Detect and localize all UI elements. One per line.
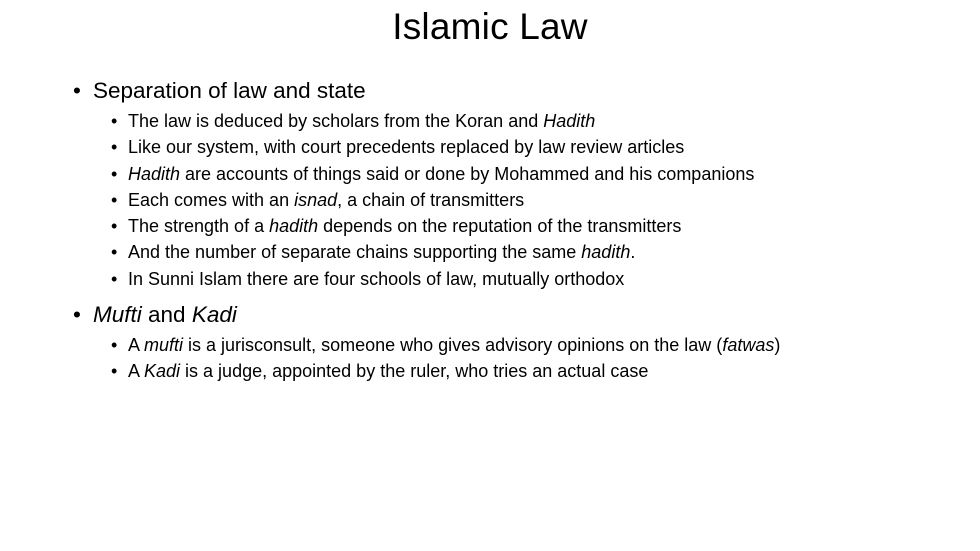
text: ) xyxy=(774,335,781,356)
text: The law is deduced by scholars from the Koran and xyxy=(128,111,544,131)
sub-bullet-strength-of-hadith xyxy=(109,213,972,239)
sub-bullet-mufti-definition xyxy=(109,332,972,358)
text: A xyxy=(128,361,145,382)
italic-term: hadith xyxy=(269,216,319,237)
text: , a chain of transmitters xyxy=(337,189,525,210)
italic-term: mufti xyxy=(144,335,184,356)
text: The strength of a xyxy=(128,216,270,237)
italic-term: hadith xyxy=(581,242,631,263)
text: A xyxy=(128,335,145,356)
text: And the number of separate chains supporting the same xyxy=(128,242,582,263)
sub-bullet-sunni-schools xyxy=(109,266,972,292)
sub-bullet-isnad xyxy=(109,187,972,213)
slide-body xyxy=(72,75,972,392)
bullet-mufti-and-kadi xyxy=(72,299,972,330)
sub-bullet-like-our-system xyxy=(109,134,972,160)
text: is a jurisconsult, someone who gives advisory opinions on the law ( xyxy=(183,335,723,356)
text: . xyxy=(630,242,636,263)
text: Each comes with an xyxy=(128,189,295,210)
italic-term: Hadith xyxy=(543,111,596,131)
bullet-text: Separation of law and state xyxy=(93,78,366,103)
sub-bullet-list xyxy=(72,332,972,385)
italic-term: Hadith xyxy=(128,163,181,184)
sub-bullet-law-deduced xyxy=(109,108,972,134)
bullet-separation-of-law-and-state xyxy=(72,75,972,106)
italic-term: Kadi xyxy=(144,361,181,382)
text: and xyxy=(141,302,192,328)
sub-bullet-hadith-accounts xyxy=(109,161,972,187)
italic-term: isnad xyxy=(294,189,338,210)
text: In Sunni Islam there are four schools of law, mutually orthodox xyxy=(128,268,625,289)
sub-bullet-kadi-definition xyxy=(109,358,972,384)
slide-title: Islamic Law xyxy=(392,6,588,47)
text: are accounts of things said or done by Mohammed and his companions xyxy=(180,163,755,184)
text: depends on the reputation of the transmitters xyxy=(318,216,682,237)
text: Like our system, with court precedents replaced by law review articles xyxy=(128,137,685,158)
italic-term: Kadi xyxy=(191,302,237,328)
text: is a judge, appointed by the ruler, who tries an actual case xyxy=(180,361,649,382)
sub-bullet-number-of-chains xyxy=(109,239,972,265)
italic-term: fatwas xyxy=(722,335,775,356)
sub-bullet-list xyxy=(72,108,972,292)
italic-term: Mufti xyxy=(93,302,142,328)
